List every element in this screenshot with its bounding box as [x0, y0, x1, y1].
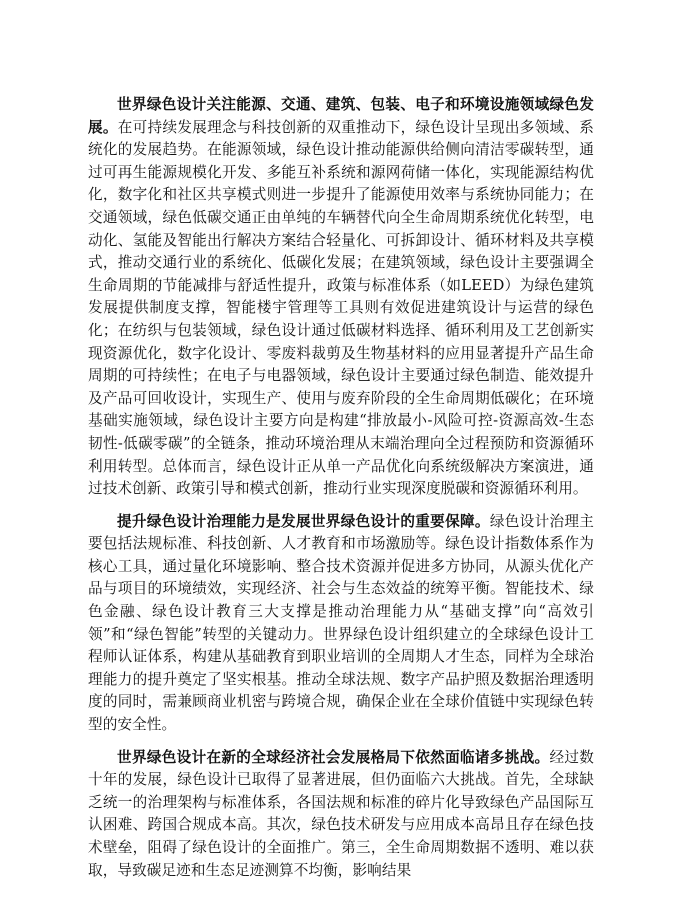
paragraph-governance-capacity	[88, 511, 594, 737]
paragraph-body-text: 绿色设计治理主要包括法规标准、科技创新、人才教育和市场激励等。绿色设计指数体系作为核心工具，通过量化环境影响、整合技术资源并促进多方协同，从源头优化产品与项目的环境绩效，实现经济、社会与生态效益的统筹平衡。智能技术、绿色金融、绿色设计教育三大支撑是推动治理能力从“基础支撑”向“高效引领”和“绿色智能”转型的关键动力。世界绿色设计组织建立的全球绿色设计工程师认证体系，构建从基础教育到职业培训的全周期人才生态，同样为全球治理能力的提升奠定了坚实根基。推动全球法规、数字产品护照及数据治理透明度的同时，需兼顾商业机密与跨境合规，确保企业在全球价值链中实现绿色转型的安全性。	[88, 512, 594, 734]
paragraph-body-text: 在可持续发展理念与科技创新的双重推动下，绿色设计呈现出多领域、系统化的发展趋势。在能源领域，绿色设计推动能源供给侧向清洁零碳转型，通过可再生能源规模化开发、多能互补系统和源网荷储一体化，实现能源结构优化，数字化和社区共享模式则进一步提升了能源使用效率与系统协同能力；在交通领域，绿色低碳交通正由单纯的车辆替代向全生命周期系统优化转型，电动化、氢能及智能出行解决方案结合轻量化、可拆卸设计、循环材料及共享模式，推动交通行业的系统化、低碳化发展；在建筑领域，绿色设计主要强调全生命周期的节能减排与舒适性提升，政策与标准体系（如LEED）为绿色建筑发展提供制度支撑，智能楼宇管理等工具则有效促进建筑设计与运营的绿色化；在纺织与包装领域，绿色设计通过低碳材料选择、循环利用及工艺创新实现资源优化，数字化设计、零废料裁剪及生物基材料的应用显著提升产品生命周期的可持续性；在电子与电器领域，绿色设计主要通过绿色制造、能效提升及产品可回收设计，实现生产、使用与废弃阶段的全生命周期低碳化；在环境基础实施领域，绿色设计主要方向是构建“排放最小-风险可控-资源高效-生态韧性-低碳零碳”的全链条，推动环境治理从末端治理向全过程预防和资源循环利用转型。总体而言，绿色设计正从单一产品优化向系统级解决方案演进，通过技术创新、政策引导和模式创新，推动行业实现深度脱碳和资源循环利用。	[88, 118, 595, 498]
paragraph-lead-sentence: 世界绿色设计在新的全球经济社会发展格局下依然面临诸多挑战。	[117, 748, 550, 766]
paragraph-lead-sentence: 提升绿色设计治理能力是发展世界绿色设计的重要保障。	[117, 512, 490, 530]
paragraph-challenges	[88, 747, 594, 883]
paragraph-body-text: 经过数十年的发展，绿色设计已取得了显著进展，但仍面临六大挑战。首先，全球缺乏统一的治理架构与标准体系，各国法规和标准的碎片化导致绿色产品国际互认困难、跨国合规成本高。其次，绿色技术研发与应用成本高昂且存在绿色技术壁垒，阻碍了绿色设计的全面推广。第三，全生命周期数据不透明、难以获取，导致碳足迹和生态足迹测算不均衡，影响结果	[88, 748, 594, 879]
document-page	[88, 94, 594, 892]
paragraph-lead-sentence: 世界绿色设计关注能源、交通、建筑、包装、电子和环境设施领域绿色发展。	[88, 96, 594, 136]
paragraph-energy-transport-building	[88, 94, 594, 501]
